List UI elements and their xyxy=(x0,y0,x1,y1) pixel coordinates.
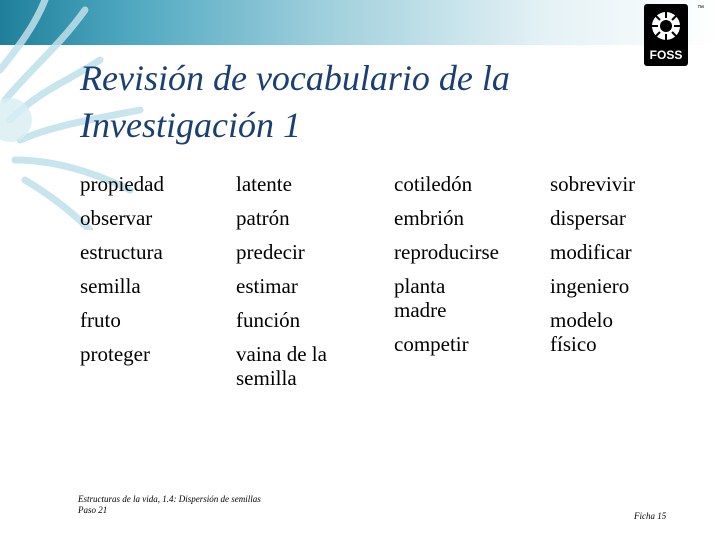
vocab-word: reproducirse xyxy=(394,240,499,264)
vocab-word: observar xyxy=(80,206,153,230)
vocab-word: dispersar xyxy=(550,206,626,230)
footer-line-1: Estructuras de la vida, 1.4: Dispersión de semillas xyxy=(78,494,261,504)
foss-logo xyxy=(644,4,688,66)
vocab-word: embrión xyxy=(394,206,464,230)
vocab-column-1 xyxy=(80,172,230,376)
vocab-word: propiedad xyxy=(80,172,164,196)
vocab-word: patrón xyxy=(236,206,290,230)
svg-text:FOSS: FOSS xyxy=(649,48,683,62)
vocab-word: modelo físico xyxy=(550,308,613,356)
vocab-word: fruto xyxy=(80,308,121,332)
vocab-word: estructura xyxy=(80,240,163,264)
vocab-word: modificar xyxy=(550,240,632,264)
footer-citation xyxy=(78,494,261,516)
vocab-word: función xyxy=(236,308,301,332)
vocab-column-3 xyxy=(394,172,524,366)
vocab-column-4 xyxy=(550,172,670,366)
page-number: Ficha 15 xyxy=(634,511,667,521)
footer-line-2: Paso 21 xyxy=(78,505,108,515)
vocab-word: sobrevivir xyxy=(550,172,636,196)
vocab-word: proteger xyxy=(80,342,150,366)
vocab-word: ingeniero xyxy=(550,274,630,298)
vocab-word: estimar xyxy=(236,274,298,298)
trademark-mark: ™ xyxy=(697,5,704,12)
page-title: Revisión de vocabulario de la Investigación 1 xyxy=(80,58,510,145)
vocab-word: cotiledón xyxy=(394,172,473,196)
vocab-word: semilla xyxy=(80,274,141,298)
vocab-word: vaina de la semilla xyxy=(236,342,327,390)
vocab-word: predecir xyxy=(236,240,305,264)
vocab-column-2 xyxy=(236,172,366,400)
vocab-word: planta madre xyxy=(394,274,447,322)
vocab-word: latente xyxy=(236,172,292,196)
vocab-word: competir xyxy=(394,332,469,356)
